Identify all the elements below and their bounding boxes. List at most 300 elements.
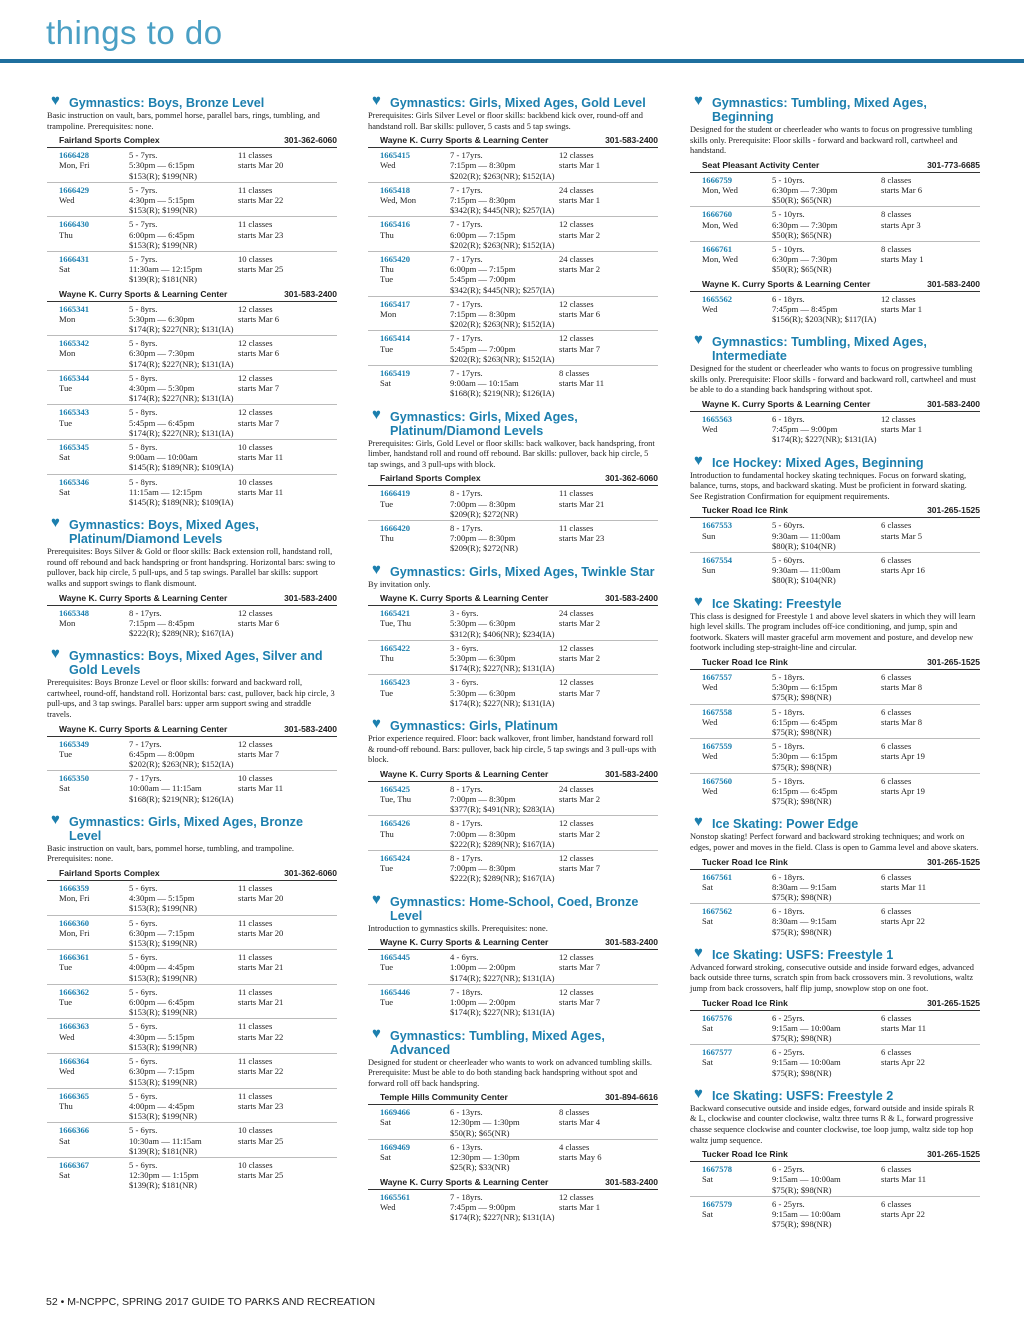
course-number[interactable]: 1665350: [59, 773, 90, 784]
course-ages: 5 - 7yrs.: [129, 219, 158, 230]
course-count: 12 classes: [559, 952, 594, 963]
course-schedule-cell: [238, 254, 333, 285]
course-count: 12 classes: [881, 293, 916, 304]
course-days: Wed, Mon: [380, 195, 417, 205]
course-fee: $342(R); $445(NR); $257(IA): [450, 284, 555, 295]
course-days: Thu: [380, 229, 394, 240]
course-number[interactable]: 1666420: [380, 523, 411, 534]
heart-icon: ♥: [372, 560, 381, 578]
course-fee: $202(R); $263(NR); $152(IA): [450, 319, 555, 330]
class-row: [368, 851, 658, 885]
course-number[interactable]: 1667578: [702, 1164, 733, 1175]
course-number[interactable]: 1665345: [59, 442, 90, 453]
course-number[interactable]: 1665414: [380, 333, 411, 344]
course-count: 6 classes: [881, 1012, 912, 1023]
course-count: 11 classes: [238, 184, 273, 195]
course-number[interactable]: 1665422: [380, 642, 411, 653]
course-id-cell: [380, 987, 450, 1018]
course-number[interactable]: 1666362: [59, 986, 90, 997]
location-phone: 301-773-6685: [927, 159, 980, 170]
heart-icon: ♥: [694, 451, 703, 469]
course-schedule-cell: [238, 1125, 333, 1156]
course-ages: 7 - 17yrs.: [450, 333, 483, 344]
course-number[interactable]: 1666367: [59, 1159, 90, 1170]
class-rows: [690, 412, 980, 446]
course-number[interactable]: 1666761: [702, 244, 733, 254]
course-number[interactable]: 1667554: [702, 555, 733, 565]
course-ages: 5 - 8yrs.: [129, 476, 158, 487]
course-id-cell: [59, 987, 129, 1018]
course-count: 11 classes: [238, 917, 273, 928]
class-rows: [690, 1011, 980, 1079]
location-header: [368, 768, 658, 782]
section-description: Designed for the student or cheerleader who wants to focus on progressive tumbling skills only. Prerequisite: Floor skills - forward and backward roll, cartwheel and handstand.: [690, 125, 973, 156]
section-description: Nonstop skating! Perfect forward and backward stroking techniques; and work on edges, power and moves in the field. Class is open to Gamma level and above skaters.: [690, 832, 979, 853]
course-number[interactable]: 1665348: [59, 607, 90, 618]
course-ages: 6 - 18yrs.: [772, 293, 805, 304]
course-detail-cell: [129, 1021, 238, 1052]
course-schedule-cell: [881, 672, 976, 703]
course-number[interactable]: 1665415: [380, 150, 411, 161]
course-ages: 5 - 6yrs.: [129, 883, 158, 894]
column-3: [690, 94, 980, 1240]
class-row: [690, 870, 980, 905]
course-ages: 5 - 18yrs.: [772, 706, 805, 717]
class-row: [368, 486, 658, 521]
course-ages: 6 - 25yrs.: [772, 1012, 805, 1023]
course-number[interactable]: 1665349: [59, 738, 90, 749]
course-fee: $50(R); $65(NR): [772, 264, 832, 275]
section-title-text: Gymnastics: Boys, Mixed Ages, Silver and Gold Levels: [69, 649, 323, 678]
course-start: starts Mar 21: [238, 997, 284, 1008]
class-section: [690, 813, 980, 937]
location-name: Tucker Road Ice Rink: [702, 505, 788, 516]
course-start: starts Mar 2: [559, 618, 601, 629]
course-fee: $209(R); $272(NR): [450, 543, 519, 554]
course-time: 7:45pm — 8:45pm: [772, 303, 838, 314]
header-rule: [0, 59, 1024, 63]
course-number[interactable]: 1666428: [59, 150, 90, 161]
course-number[interactable]: 1667562: [702, 906, 733, 917]
course-id-cell: [59, 407, 129, 438]
course-time: 11:15am — 12:15pm: [129, 486, 203, 497]
course-fee: $174(R); $227(NR); $131(IA): [450, 1007, 555, 1018]
course-start: starts Mar 20: [238, 927, 284, 938]
page-title: things to do: [46, 14, 223, 51]
section-title-text: Ice Skating: Freestyle: [712, 596, 842, 611]
course-start: starts May 6: [559, 1152, 602, 1163]
heart-icon: ♥: [694, 813, 703, 831]
section-title: [368, 92, 658, 110]
location-name: Wayne K. Curry Sports & Learning Center: [380, 768, 549, 779]
course-number[interactable]: 1666366: [59, 1125, 90, 1136]
course-days: Mon: [59, 313, 76, 324]
class-row: [47, 217, 337, 252]
course-days: Sat: [59, 486, 70, 497]
course-number[interactable]: 1665344: [59, 372, 90, 383]
course-id-cell: [59, 608, 129, 639]
course-number[interactable]: 1665341: [59, 303, 90, 314]
class-row: [368, 1140, 658, 1174]
location-header: [690, 1148, 980, 1162]
course-count: 12 classes: [238, 303, 273, 314]
course-detail-cell: [450, 1107, 559, 1138]
class-section: [47, 645, 337, 805]
course-number[interactable]: 1665425: [380, 783, 411, 794]
course-schedule-cell: [881, 741, 976, 772]
course-detail-cell: [772, 741, 881, 772]
course-start: starts Mar 7: [559, 962, 601, 973]
course-schedule-cell: [881, 520, 976, 551]
course-fee: $75(R); $98(NR): [772, 761, 832, 772]
course-time: 4:00pm — 4:45pm: [129, 1100, 195, 1111]
course-number[interactable]: 1666429: [59, 184, 90, 195]
course-schedule-cell: [238, 918, 333, 949]
course-detail-cell: [129, 918, 238, 949]
course-count: 4 classes: [559, 1141, 590, 1152]
course-days: Sat: [702, 1057, 713, 1068]
course-number[interactable]: 1667553: [702, 520, 733, 531]
course-schedule-cell: [238, 1160, 333, 1191]
course-detail-cell: [772, 1013, 881, 1044]
location-header: [368, 592, 658, 606]
course-detail-cell: [450, 488, 559, 519]
location-name: Fairland Sports Complex: [59, 868, 160, 879]
course-number[interactable]: 1667579: [702, 1198, 733, 1209]
course-start: starts Mar 25: [238, 264, 284, 275]
course-detail-cell: [129, 338, 238, 369]
class-section: [368, 890, 658, 1019]
course-schedule-cell: [881, 776, 976, 807]
location-phone: 301-265-1525: [927, 1149, 980, 1160]
course-detail-cell: [129, 304, 238, 335]
course-fee: $168(R); $219(NR); $126(IA): [129, 793, 234, 804]
course-detail-cell: [129, 442, 238, 473]
course-id-cell: [702, 244, 772, 275]
course-count: 12 classes: [559, 642, 594, 653]
course-count: 6 classes: [881, 706, 912, 717]
class-row: [47, 1019, 337, 1054]
course-schedule-cell: [559, 219, 654, 250]
course-number[interactable]: 1665342: [59, 338, 90, 349]
course-days: Tue: [59, 417, 73, 428]
course-number[interactable]: 1666359: [59, 883, 90, 894]
course-count: 11 classes: [559, 523, 594, 534]
location-phone: 301-583-2400: [605, 937, 658, 948]
course-number[interactable]: 1665562: [702, 293, 733, 304]
course-count: 24 classes: [559, 254, 594, 265]
course-id-cell: [702, 672, 772, 703]
class-rows: [368, 1105, 658, 1173]
course-number[interactable]: 1666419: [380, 488, 411, 499]
class-row: [47, 1089, 337, 1124]
course-time: 9:15am — 10:00am: [772, 1209, 841, 1220]
course-count: 12 classes: [559, 818, 594, 829]
class-section: [47, 514, 337, 639]
course-number[interactable]: 1669466: [380, 1107, 411, 1118]
course-ages: 5 - 8yrs.: [129, 338, 158, 349]
course-count: 6 classes: [881, 1198, 912, 1209]
course-number[interactable]: 1667561: [702, 871, 733, 882]
location-name: Fairland Sports Complex: [380, 473, 481, 484]
course-fee: $312(R); $406(NR); $234(IA): [450, 628, 555, 639]
course-time: 9:00am — 10:15am: [450, 378, 519, 389]
course-count: 10 classes: [238, 476, 273, 487]
course-number[interactable]: 1667576: [702, 1012, 733, 1023]
class-row: [690, 292, 980, 326]
course-ages: 5 - 60yrs.: [772, 555, 805, 565]
course-number[interactable]: 1665346: [59, 476, 90, 487]
section-description: Designed for student or cheerleader who wants to work on advanced tumbling skills. Prerequisite: Must be able to do both standing back handspring without spot and forward roll off back handspring.: [368, 1057, 652, 1088]
course-id-cell: [702, 741, 772, 772]
course-number[interactable]: 1666361: [59, 952, 90, 963]
course-detail-cell: [772, 1047, 881, 1078]
course-time: 12:30pm — 1:30pm: [450, 1152, 520, 1163]
course-schedule-cell: [559, 818, 654, 849]
course-days: Wed: [702, 424, 718, 435]
section-description: Advanced forward stroking, consecutive outside and inside forward edges, advanced back outside three turns, scratch spin from back crossovers min. 3 revolutions, waltz jump from back crossovers, half flip jump, snowplow stop on one foot.: [690, 962, 974, 994]
course-time: 5:45pm — 7:00pm: [450, 343, 516, 354]
course-number[interactable]: 1665445: [380, 952, 411, 963]
course-schedule-cell: [559, 987, 654, 1018]
class-row: [690, 774, 980, 808]
course-number[interactable]: 1665416: [380, 219, 411, 230]
course-time: 7:15pm — 8:30pm: [450, 160, 516, 171]
course-time: 6:15pm — 6:45pm: [772, 716, 838, 727]
course-detail-cell: [450, 608, 559, 639]
course-number[interactable]: 1666431: [59, 254, 90, 265]
course-number[interactable]: 1665563: [702, 414, 733, 424]
course-number[interactable]: 1665446: [380, 986, 411, 997]
course-ages: 6 - 18yrs.: [772, 871, 805, 882]
heart-icon: ♥: [694, 331, 703, 349]
section-title: [690, 92, 980, 124]
course-number[interactable]: 1667559: [702, 741, 733, 752]
course-number[interactable]: 1666430: [59, 219, 90, 230]
course-schedule-cell: [559, 185, 654, 216]
course-number[interactable]: 1666759: [702, 174, 733, 185]
section-description: Introduction to gymnastics skills. Prerequisites: none.: [368, 923, 548, 933]
location-phone: 301-362-6060: [605, 473, 658, 484]
course-number[interactable]: 1666363: [59, 1021, 90, 1032]
section-title-text: Gymnastics: Girls, Mixed Ages, Platinum/Diamond Levels: [390, 409, 578, 438]
column-2: [368, 94, 658, 1233]
course-ages: 7 - 17yrs.: [450, 368, 483, 379]
class-rows: [690, 870, 980, 938]
course-start: starts Apr 22: [881, 1057, 925, 1068]
course-time: 5:30pm — 6:30pm: [129, 313, 195, 324]
class-row: [690, 904, 980, 938]
course-detail-cell: [772, 906, 881, 937]
course-time: 4:00pm — 4:45pm: [129, 962, 195, 973]
location-header: [47, 134, 337, 148]
section-description: Prerequisites: Boys Silver & Gold or floor skills: Back extension roll, handstand roll, round off rebound and back handspring or front handspring. Horizontal bars: swing to pullover, back hip circle, 5 pull-ups, and 5 tap swings. Parallel bar skills: support walks and support swings to flank dismount.: [47, 547, 336, 589]
course-detail-cell: [129, 407, 238, 438]
location-phone: 301-265-1525: [927, 505, 980, 516]
class-row: [368, 782, 658, 817]
course-number[interactable]: 1665343: [59, 407, 90, 418]
course-count: 8 classes: [881, 244, 912, 254]
course-days: Thu: [380, 533, 394, 544]
section-title: [690, 592, 980, 611]
course-id-cell: [380, 608, 450, 639]
course-schedule-cell: [559, 643, 654, 674]
course-detail-cell: [129, 952, 238, 983]
class-section: [690, 451, 980, 587]
course-number[interactable]: 1666360: [59, 917, 90, 928]
course-days: Sat: [380, 1152, 391, 1163]
course-number[interactable]: 1667558: [702, 706, 733, 717]
course-count: 11 classes: [238, 986, 273, 997]
course-time: 6:30pm — 7:15pm: [129, 1066, 195, 1077]
course-number[interactable]: 1665419: [380, 368, 411, 379]
course-id-cell: [380, 333, 450, 364]
course-fee: $156(R); $203(NR); $117(IA): [772, 314, 877, 325]
course-days: Sat: [59, 1135, 70, 1146]
class-section: [47, 92, 337, 508]
course-fee: $174(R); $227(NR); $131(IA): [450, 972, 555, 983]
course-time: 1:00pm — 2:00pm: [450, 962, 516, 973]
class-section: [368, 92, 658, 400]
course-ages: 8 - 17yrs.: [450, 818, 483, 829]
section-title: [690, 1084, 980, 1103]
course-id-cell: [702, 1047, 772, 1078]
course-ages: 8 - 17yrs.: [450, 853, 483, 864]
course-start: starts Mar 20: [238, 893, 284, 904]
course-detail-cell: [129, 987, 238, 1018]
course-id-cell: [380, 299, 450, 330]
course-schedule-cell: [238, 338, 333, 369]
course-fee: $75(R); $98(NR): [772, 692, 832, 703]
course-days: Tue, Thu: [380, 618, 412, 629]
location-header: [368, 472, 658, 486]
column-1: [47, 94, 337, 1202]
course-days: Sat: [702, 1209, 713, 1220]
course-number[interactable]: 1665421: [380, 608, 411, 619]
course-time: 8:30am — 9:15am: [772, 881, 837, 892]
course-days: Tue: [59, 383, 73, 394]
course-count: 6 classes: [881, 906, 912, 917]
course-time: 6:30pm — 7:30pm: [772, 254, 838, 265]
course-number[interactable]: 1665417: [380, 298, 411, 309]
course-fee: $145(R); $189(NR); $109(IA): [129, 497, 234, 508]
course-fee: $174(R); $227(NR); $131(IA): [450, 697, 555, 708]
course-fee: $50(R); $65(NR): [772, 229, 832, 240]
course-days: Wed: [702, 303, 718, 314]
class-section: [368, 715, 658, 885]
course-schedule-cell: [238, 608, 333, 639]
course-number[interactable]: 1665420: [380, 254, 411, 265]
course-start: starts Apr 16: [881, 565, 925, 576]
course-id-cell: [380, 219, 450, 250]
course-detail-cell: [129, 1056, 238, 1087]
course-time: 5:30pm — 6:30pm: [450, 687, 516, 698]
course-time: 4:30pm — 5:15pm: [129, 1031, 195, 1042]
course-ages: 5 - 18yrs.: [772, 775, 805, 786]
course-ages: 5 - 10yrs.: [772, 209, 805, 220]
location-header: [47, 867, 337, 881]
course-number[interactable]: 1669469: [380, 1141, 411, 1152]
location-phone: 301-583-2400: [284, 723, 337, 734]
class-row: [47, 302, 337, 337]
course-number[interactable]: 1667557: [702, 671, 733, 682]
course-days: Thu Tue: [380, 264, 394, 285]
course-fee: $342(R); $445(NR); $257(IA): [450, 205, 555, 216]
course-number[interactable]: 1666760: [702, 209, 733, 220]
course-number[interactable]: 1666364: [59, 1056, 90, 1067]
course-schedule-cell: [238, 185, 333, 216]
course-ages: 5 - 6yrs.: [129, 1021, 158, 1032]
course-number[interactable]: 1665418: [380, 184, 411, 195]
course-number[interactable]: 1666365: [59, 1090, 90, 1101]
course-time: 6:45pm — 8:00pm: [129, 748, 195, 759]
course-time: 7:00pm — 8:30pm: [450, 794, 516, 805]
course-time: 6:00pm — 6:45pm: [129, 997, 195, 1008]
course-ages: 4 - 6yrs.: [450, 952, 479, 963]
course-count: 11 classes: [238, 1021, 273, 1032]
course-start: starts Mar 23: [238, 1100, 284, 1111]
course-time: 7:00pm — 8:30pm: [450, 498, 516, 509]
course-days: Mon, Wed: [702, 254, 738, 265]
course-number[interactable]: 1665561: [380, 1191, 411, 1202]
class-section: [368, 405, 658, 555]
course-id-cell: [702, 872, 772, 903]
course-time: 8:30am — 9:15am: [772, 916, 837, 927]
course-days: Thu: [59, 229, 73, 240]
course-fee: $174(R); $227(NR); $131(IA): [129, 324, 234, 335]
course-ages: 3 - 6yrs.: [450, 642, 479, 653]
course-number[interactable]: 1665424: [380, 853, 411, 864]
course-count: 24 classes: [559, 184, 594, 195]
course-count: 12 classes: [559, 853, 594, 864]
location-name: Tucker Road Ice Rink: [702, 656, 788, 667]
course-id-cell: [702, 1013, 772, 1044]
course-id-cell: [59, 1160, 129, 1191]
course-schedule-cell: [881, 294, 976, 325]
course-schedule-cell: [238, 773, 333, 804]
section-description: This class is designed for Freestyle 1 and above level skaters in which they will learn high level skills. The program includes off-ice conditioning, and jump, spin and footwork. Skaters will master graceful arm movement and posture, and develop new footwork including step-straight-line and circular.: [690, 611, 976, 653]
class-rows: [690, 670, 980, 807]
class-section: [368, 1024, 658, 1224]
course-number[interactable]: 1667577: [702, 1047, 733, 1058]
course-number[interactable]: 1665423: [380, 677, 411, 688]
course-start: starts Mar 11: [881, 1174, 927, 1185]
section-title-text: Gymnastics: Girls, Mixed Ages, Twinkle Star: [390, 564, 655, 579]
course-ages: 5 - 6yrs.: [129, 1125, 158, 1136]
course-time: 6:30pm — 7:30pm: [772, 219, 838, 230]
section-title-text: Gymnastics: Tumbling, Mixed Ages, Advanced: [390, 1028, 605, 1057]
course-count: 10 classes: [238, 1159, 273, 1170]
course-count: 24 classes: [559, 608, 594, 619]
course-time: 4:30pm — 5:15pm: [129, 195, 195, 205]
course-days: Mon, Wed: [702, 219, 738, 230]
section-title-text: Gymnastics: Tumbling, Mixed Ages, Intermediate: [712, 335, 927, 364]
course-count: 12 classes: [238, 738, 273, 749]
location-name: Wayne K. Curry Sports & Learning Center: [702, 399, 871, 409]
course-detail-cell: [772, 244, 881, 275]
course-number[interactable]: 1667560: [702, 775, 733, 786]
course-fee: $75(R); $98(NR): [772, 1184, 832, 1195]
course-detail-cell: [450, 987, 559, 1018]
course-ages: 8 - 17yrs.: [450, 488, 483, 499]
course-number[interactable]: 1665426: [380, 818, 411, 829]
course-fee: $153(R); $199(NR): [129, 938, 198, 949]
class-section: [368, 560, 658, 709]
course-schedule-cell: [559, 853, 654, 884]
course-fee: $75(R); $98(NR): [772, 796, 832, 807]
course-fee: $145(R); $189(NR); $109(IA): [129, 462, 234, 473]
course-start: starts Mar 20: [238, 160, 284, 171]
